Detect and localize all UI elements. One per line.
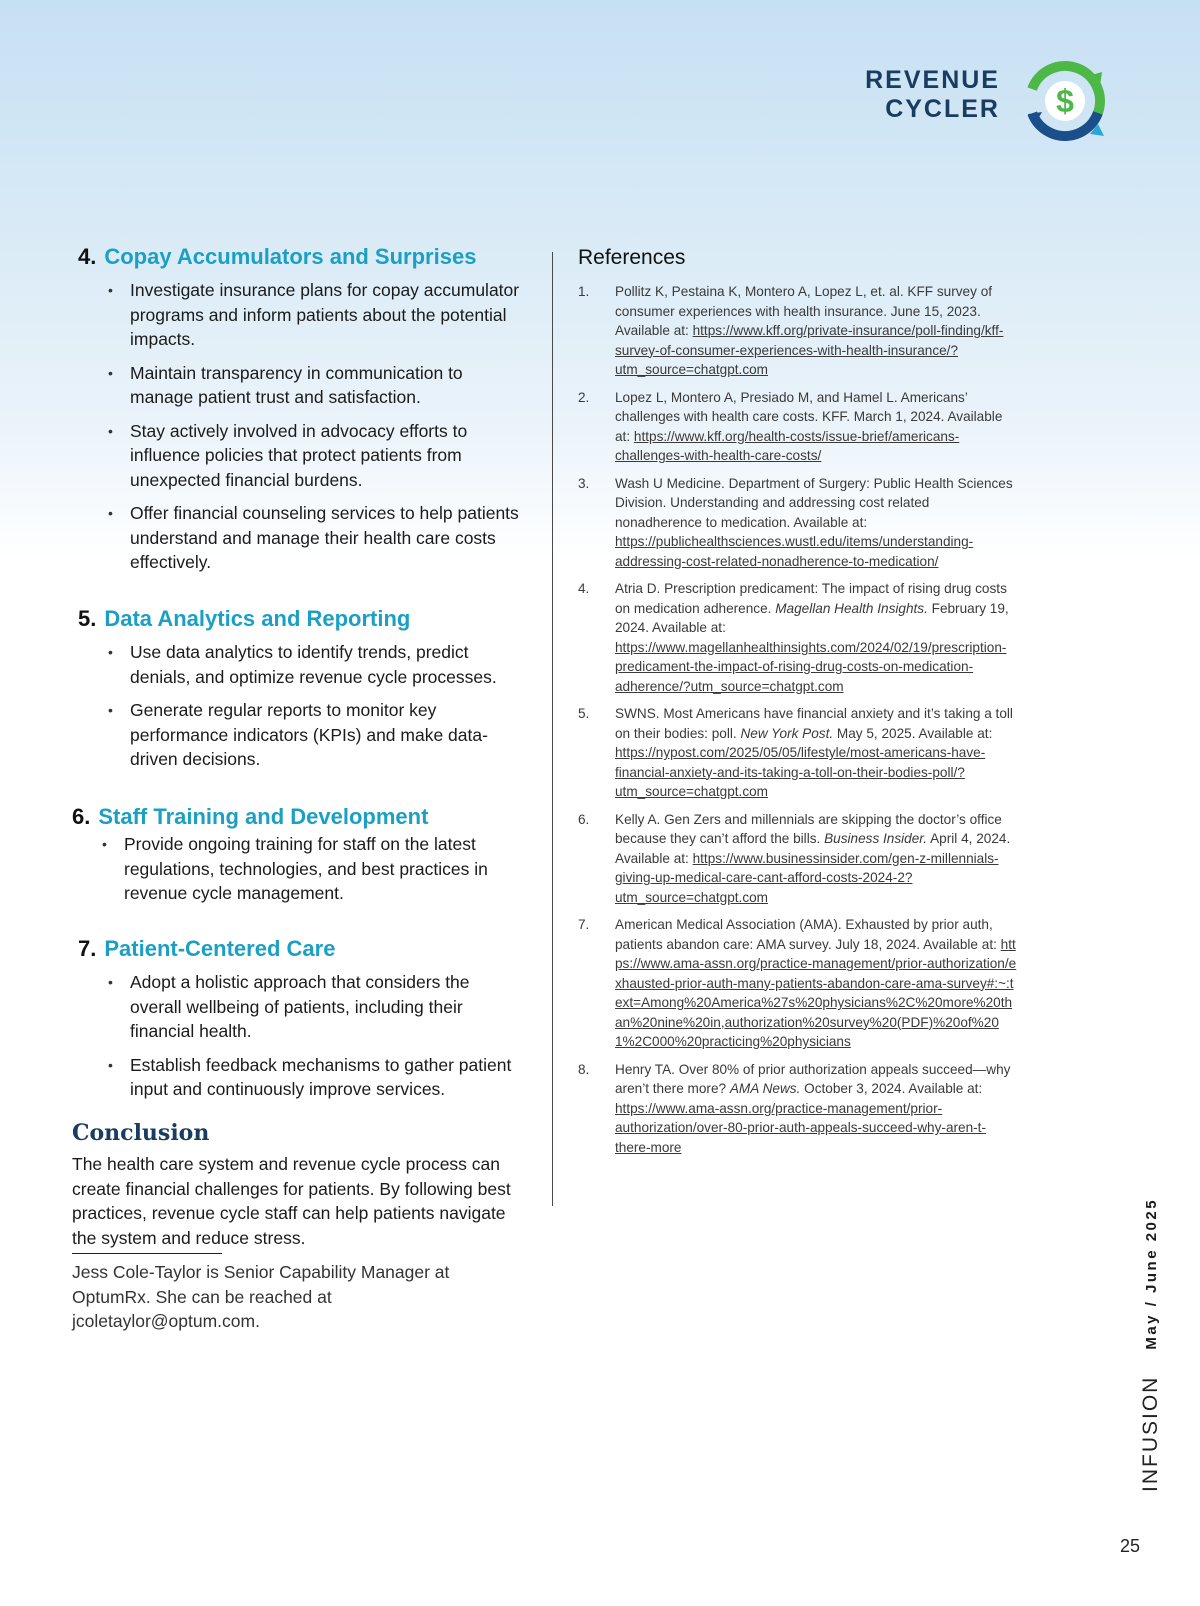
conclusion-heading: Conclusion [72,1120,210,1146]
reference-item [578,474,1018,572]
section-number: 5. [78,606,97,631]
section-heading [78,936,522,962]
reference-number: 4. [578,581,590,596]
list-item [108,278,522,352]
reference-text: Kelly A. Gen Zers and millennials are skipping the doctor’s office because they can’t afford the bills. [615,811,1002,846]
reference-text: Pollitz K, Pestaina K, Montero A, Lopez L, et. al. KFF survey of consumer experiences with health insurance. June 15, 2023. Available at: [615,284,993,338]
logo-dollar-sign: $ [1056,83,1074,119]
list-item [108,970,522,1044]
reference-text-after: April 4, 2024. Available at: [615,831,1011,866]
list-item [108,1053,522,1102]
bullet-icon: • [102,836,107,852]
list-item-text: Establish feedback mechanisms to gather patient input and continuously improve services. [130,1054,512,1099]
section-data-analytics [78,606,522,781]
bullet-icon: • [108,644,113,660]
reference-number: 2. [578,389,590,405]
bullet-list [78,640,522,772]
reference-journal: AMA News. [729,1081,801,1096]
reference-journal: New York Post. [740,725,834,741]
section-title: Staff Training and Development [98,804,429,829]
reference-item [578,810,1018,908]
reference-item [578,915,1018,1052]
author-bio: Jess Cole-Taylor is Senior Capability Manager at OptumRx. She can be reached at jcoletaylor@optum.com. [72,1262,450,1331]
section-patient-centered-care [78,936,522,1111]
reference-link[interactable]: https://www.kff.org/health-costs/issue-brief/americans-challenges-with-health-care-costs/ [615,428,960,463]
reference-link[interactable]: https://www.ama-assn.org/practice-management/prior-authorization/over-80-prior-auth-appeals-succeed-why-aren-t-there-more [615,1100,986,1155]
list-item-text: Generate regular reports to monitor key performance indicators (KPIs) and make data-driven decisions. [130,700,488,769]
reference-link[interactable]: https://www.ama-assn.org/practice-management/prior-authorization/exhausted-prior-auth-many-patients-abandon-care-ama-survey#:~:text=Among%20America%27s%20physicians%2C%20more%20than%20nine%20in,authorization%20survey%20(PDF)%20of%201%2C000%20practicing%20physicians [615,936,1017,1049]
section-number: 6. [72,804,91,829]
reference-text: Wash U Medicine. Department of Surgery: Public Health Sciences Division. Understanding and addressing cost related nonadherence to medication. Available at: [615,475,1013,530]
reference-text: SWNS. Most Americans have financial anxiety and it’s taking a toll on their bodies: poll. [615,706,1013,741]
reference-link[interactable]: https://publichealthsciences.wustl.edu/items/understanding-addressing-cost-related-nonadherence-to-medication/ [615,534,974,569]
list-item [108,361,522,410]
list-item-text: Maintain transparency in communication to manage patient trust and satisfaction. [130,362,463,407]
magazine-brand: INFUSION [1139,1375,1162,1492]
list-item [102,832,522,906]
list-item [108,501,522,575]
reference-journal: Business Insider. [824,831,928,846]
reference-item [578,388,1018,466]
bullet-icon: • [108,364,113,381]
list-item-text: Offer financial counseling services to help patients understand and manage their health care costs effectively. [130,503,519,572]
reference-number: 6. [578,811,590,827]
reference-link[interactable]: https://nypost.com/2025/05/05/lifestyle/most-americans-have-financial-anxiety-and-its-taking-a-toll-on-their-bodies-poll/?utm_source=chatgpt.com [615,745,986,799]
reference-text-after: February 19, 2024. Available at: [615,600,1009,635]
bullet-icon: • [108,974,113,990]
reference-number: 5. [578,706,590,721]
references-column [578,246,1018,1165]
list-item-text: Investigate insurance plans for copay accumulator programs and inform patients about the potential impacts. [130,280,520,349]
revenue-cycle-dollar-icon [1020,56,1110,146]
reference-item [578,282,1018,380]
reference-item [578,579,1018,696]
reference-link[interactable]: https://www.magellanhealthinsights.com/2024/02/19/prescription-predicament-the-impact-of-rising-drug-costs-on-medication-adherence/?utm_source=chatgpt.com [615,639,1007,694]
reference-link[interactable]: https://www.kff.org/private-insurance/poll-finding/kff-survey-of-consumer-experiences-with-health-insurance/?utm_source=chatgpt.com [615,323,1004,377]
section-title: Patient-Centered Care [104,936,336,961]
section-heading [78,244,522,270]
bullet-icon: • [108,282,113,298]
bullet-icon: • [108,422,113,439]
reference-number: 7. [578,917,590,932]
bullet-icon: • [108,505,113,521]
list-item [108,640,522,689]
references-heading: References [578,246,686,269]
bullet-icon: • [108,702,113,718]
reference-number: 8. [578,1061,590,1077]
reference-text-after: October 3, 2024. Available at: [800,1081,983,1096]
section-title: Copay Accumulators and Surprises [104,244,477,269]
bullet-list [78,970,522,1102]
list-item-text: Provide ongoing training for staff on the latest regulations, technologies, and best practices in revenue cycle management. [124,834,488,903]
section-heading [78,606,522,632]
conclusion-text: The health care system and revenue cycle process can create financial challenges for patients. By following best practices, revenue cycle staff can help patients navigate the system and reduce stress. [72,1154,511,1248]
section-staff-training [72,804,522,915]
references-list [578,282,1018,1157]
list-item-text: Adopt a holistic approach that considers the overall wellbeing of patients, including their financial health. [130,972,470,1041]
reference-number: 1. [578,284,590,299]
list-item [108,698,522,772]
reference-text: Atria D. Prescription predicament: The impact of rising drug costs on medication adherence. [615,581,1007,616]
list-item [108,419,522,493]
reference-journal: Magellan Health Insights. [775,600,928,616]
list-item-text: Stay actively involved in advocacy efforts to influence policies that protect patients from unexpected financial burdens. [130,420,468,490]
issue-date: May / June 2025 [1142,1197,1160,1350]
section-number: 4. [78,244,97,269]
bullet-list [72,832,522,906]
vertical-footer [1139,1198,1163,1492]
section-heading [72,804,522,830]
reference-link[interactable]: https://www.businessinsider.com/gen-z-millennials-giving-up-medical-care-cant-afford-costs-2024-2?utm_source=chatgpt.com [615,850,999,905]
reference-number: 3. [578,475,590,491]
column-divider [552,252,553,1206]
section-title: Data Analytics and Reporting [104,606,411,631]
section-number: 7. [78,936,97,961]
reference-item [578,1060,1018,1158]
reference-text: Henry TA. Over 80% of prior authorization appeals succeed—why aren’t there more? [615,1061,1011,1096]
bio-divider [72,1253,222,1254]
reference-text: American Medical Association (AMA). Exhausted by prior auth, patients abandon care: AMA survey. July 18, 2024. Available at: [615,917,1001,952]
bullet-icon: • [108,1056,113,1073]
bullet-list [78,278,522,575]
reference-item [578,704,1018,802]
reference-text: Lopez L, Montero A, Presiado M, and Hamel L. Americans’ challenges with health care costs. KFF. March 1, 2024. Available at: [615,389,1003,444]
section-header-title: REVENUE CYCLER [865,66,1000,123]
section-copay-accumulators [78,244,522,584]
page-number: 25 [1120,1536,1141,1556]
list-item-text: Use data analytics to identify trends, predict denials, and optimize revenue cycle processes. [130,642,497,687]
reference-text-after: May 5, 2025. Available at: [833,725,993,741]
